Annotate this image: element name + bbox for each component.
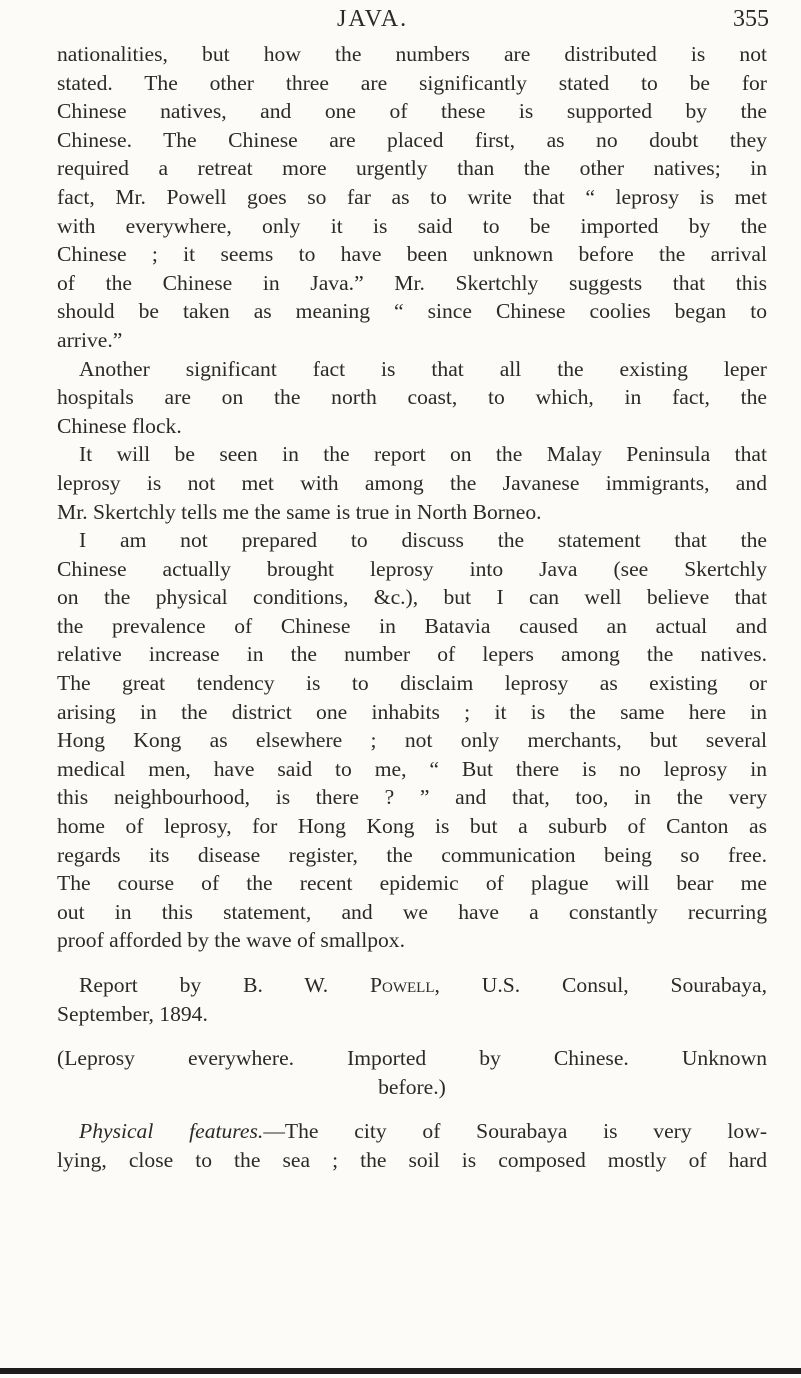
text-line: should be taken as meaning “ since Chinese coolies began to xyxy=(57,299,767,324)
text-line xyxy=(57,1117,767,1146)
section-spacer xyxy=(57,1028,767,1044)
text-line: out in this statement, and we have a constantly recurring xyxy=(57,899,767,924)
text-line: arising in the district one inhabits ; it is the same here in xyxy=(57,699,767,724)
physical-features-text: —The city of Sourabaya is very low- xyxy=(263,1119,768,1144)
text-line: proof afforded by the wave of smallpox. xyxy=(57,928,405,953)
text-line: Chinese ; it seems to have been unknown before the arrival xyxy=(57,242,767,267)
text-line: hospitals are on the north coast, to which, in fact, the xyxy=(57,385,767,410)
paragraph-leper-hospitals xyxy=(57,355,767,441)
report-prefix: Report by B. W. xyxy=(79,973,370,997)
text-line: leprosy is not met with among the Javanese immigrants, and xyxy=(57,470,767,495)
running-head xyxy=(0,6,801,36)
text-line: on the physical conditions, &c.), but I can well believe that xyxy=(57,585,767,610)
text-line: regards its disease register, the communication being so free. xyxy=(57,842,767,867)
text-line: required a retreat more urgently than the other natives; in xyxy=(57,156,767,181)
text-line: I am not prepared to discuss the statement that the xyxy=(79,528,767,553)
paragraph-malay-peninsula xyxy=(57,440,767,526)
report-line xyxy=(57,971,767,1000)
report-citation xyxy=(57,971,767,1028)
text-line: Another significant fact is that all the existing leper xyxy=(79,356,767,381)
text-line: Mr. Skertchly tells me the same is true in North Borneo. xyxy=(57,499,542,524)
text-line: The great tendency is to disclaim leprosy as existing or xyxy=(57,671,767,696)
text-line: medical men, have said to me, “ But there is no leprosy in xyxy=(57,756,767,781)
summary-line: before.) xyxy=(378,1074,446,1099)
report-date: September, 1894. xyxy=(57,1001,208,1026)
page-number: 355 xyxy=(733,6,769,32)
paragraph-hong-kong xyxy=(57,526,767,955)
text-line: Chinese flock. xyxy=(57,413,182,438)
report-summary xyxy=(57,1044,767,1101)
text-line: with everywhere, only it is said to be imported by the xyxy=(57,213,767,238)
text-line: relative increase in the number of lepers among the natives. xyxy=(57,642,767,667)
physical-features-heading: Physical features. xyxy=(79,1119,264,1144)
section-spacer xyxy=(57,955,767,971)
text-line: Hong Kong as elsewhere ; not only merchants, but several xyxy=(57,728,767,753)
text-line: nationalities, but how the numbers are distributed is not xyxy=(57,42,767,66)
paragraph-physical-features xyxy=(57,1117,767,1174)
paragraph-chinese-natives xyxy=(57,40,767,355)
text-line: stated. The other three are significantly stated to be for xyxy=(57,70,767,95)
report-author-name: Powell xyxy=(370,973,435,997)
text-line: The course of the recent epidemic of plague will bear me xyxy=(57,871,767,896)
text-line: Chinese natives, and one of these is supported by the xyxy=(57,99,767,124)
page-bottom-rule xyxy=(0,1368,801,1374)
text-line: of the Chinese in Java.” Mr. Skertchly suggests that this xyxy=(57,270,767,295)
text-line: lying, close to the sea ; the soil is composed mostly of hard xyxy=(57,1147,767,1172)
section-spacer xyxy=(57,1101,767,1117)
text-line: Chinese. The Chinese are placed first, as no doubt they xyxy=(57,127,767,152)
summary-line: (Leprosy everywhere. Imported by Chinese. Unknown xyxy=(57,1046,767,1071)
text-line: arrive.” xyxy=(57,327,123,352)
text-line: the prevalence of Chinese in Batavia caused an actual and xyxy=(57,613,767,638)
text-line: home of leprosy, for Hong Kong is but a suburb of Canton as xyxy=(57,814,767,839)
text-line: fact, Mr. Powell goes so far as to write that “ leprosy is met xyxy=(57,184,767,209)
text-line: Chinese actually brought leprosy into Java (see Skertchly xyxy=(57,556,767,581)
report-suffix: , U.S. Consul, Sourabaya, xyxy=(434,973,767,997)
text-line: It will be seen in the report on the Malay Peninsula that xyxy=(79,442,767,467)
running-title: JAVA. xyxy=(337,6,409,32)
body-text xyxy=(57,40,767,1175)
text-line: this neighbourhood, is there ? ” and that, too, in the very xyxy=(57,785,767,810)
